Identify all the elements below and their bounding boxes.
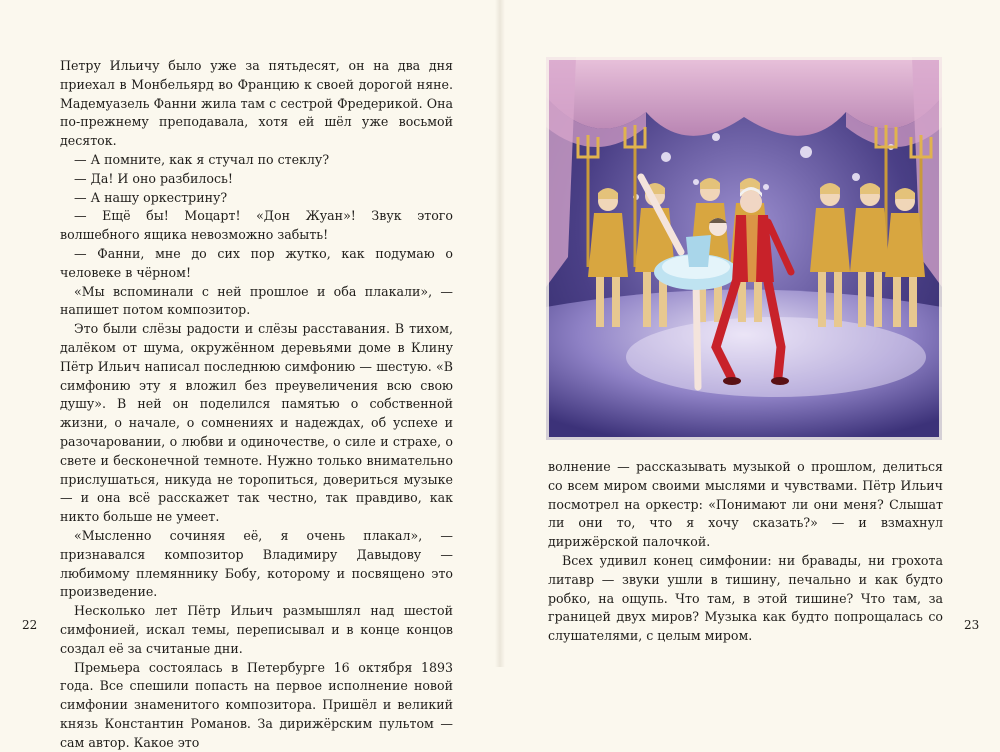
page-number-left: 22 [22, 618, 37, 632]
right-page-text [548, 458, 943, 646]
paragraph: — Фанни, мне до сих пор жутко, как подумаю о человеке в чёрном! [60, 245, 453, 283]
paragraph: Несколько лет Пётр Ильич размышлял над шестой симфонией, искал темы, переписывал и в конце концов создал её за считаные дни. [60, 602, 453, 658]
paragraph: Всех удивил конец симфонии: ни бравады, ни грохота литавр — звуки ушли в тишину, печально и как будто робко, на ощупь. Что там, в этой тишине? Что там, за границей двух миров? Музыка как будто попрощалась со слушателями, с целым миром. [548, 552, 943, 646]
paragraph: Премьера состоялась в Петербурге 16 октября 1893 года. Все спешили попасть на первое исполнение новой симфонии знаменитого композитора. Пришёл и великий князь Константин Романов. За дирижёрским пультом — сам автор. Какое это [60, 659, 453, 752]
ballet-illustration-icon [546, 57, 942, 440]
left-page [0, 0, 500, 667]
paragraph: — А нашу оркестрину? [60, 189, 453, 208]
paragraph: Это были слёзы радости и слёзы расставания. В тихом, далёком от шума, окружённом деревьями доме в Клину Пётр Ильич написал последнюю симфонию — шестую. «В симфонию эту я вложил без преувеличения всю свою душу». В ней он поделился памятью о собственной жизни, о начале, о сомнениях и надеждах, об успехе и разочаровании, о любви и одиночестве, о силе и страхе, о свете и бесконечной темноте. Нужно только внимательно прислушаться, никуда не торопиться, довериться музыке — и она всё расскажет так честно, так правдиво, как никто больше не умеет. [60, 320, 453, 527]
paragraph: «Мысленно сочиняя её, я очень плакал», — признавался композитор Владимиру Давыдову — любимому племяннику Бобу, которому и посвящено это произведение. [60, 527, 453, 602]
left-page-text [60, 57, 453, 752]
paragraph: — А помните, как я стучал по стеклу? [60, 151, 453, 170]
paragraph: «Мы вспоминали с ней прошлое и оба плакали», — напишет потом композитор. [60, 283, 453, 321]
paragraph: волнение — рассказывать музыкой о прошлом, делиться со всем миром своими мыслями и чувствами. Пётр Ильич посмотрел на оркестр: «Понимают ли они меня? Слышат ли они то, что я хочу сказать?» — и взмахнул дирижёрской палочкой. [548, 458, 943, 552]
paragraph: Петру Ильичу было уже за пятьдесят, он на два дня приехал в Монбельярд во Францию к своей дорогой няне. Мадемуазель Фанни жила там с сестрой Фредерикой. Она по-прежнему преподавала, хотя ей шёл уже восьмой десяток. [60, 57, 453, 151]
paragraph: — Ещё бы! Моцарт! «Дон Жуан»! Звук этого волшебного ящика невозможно забыть! [60, 207, 453, 245]
right-page [500, 0, 1000, 667]
paragraph: — Да! И оно разбилось! [60, 170, 453, 189]
page-number-right: 23 [964, 618, 979, 632]
